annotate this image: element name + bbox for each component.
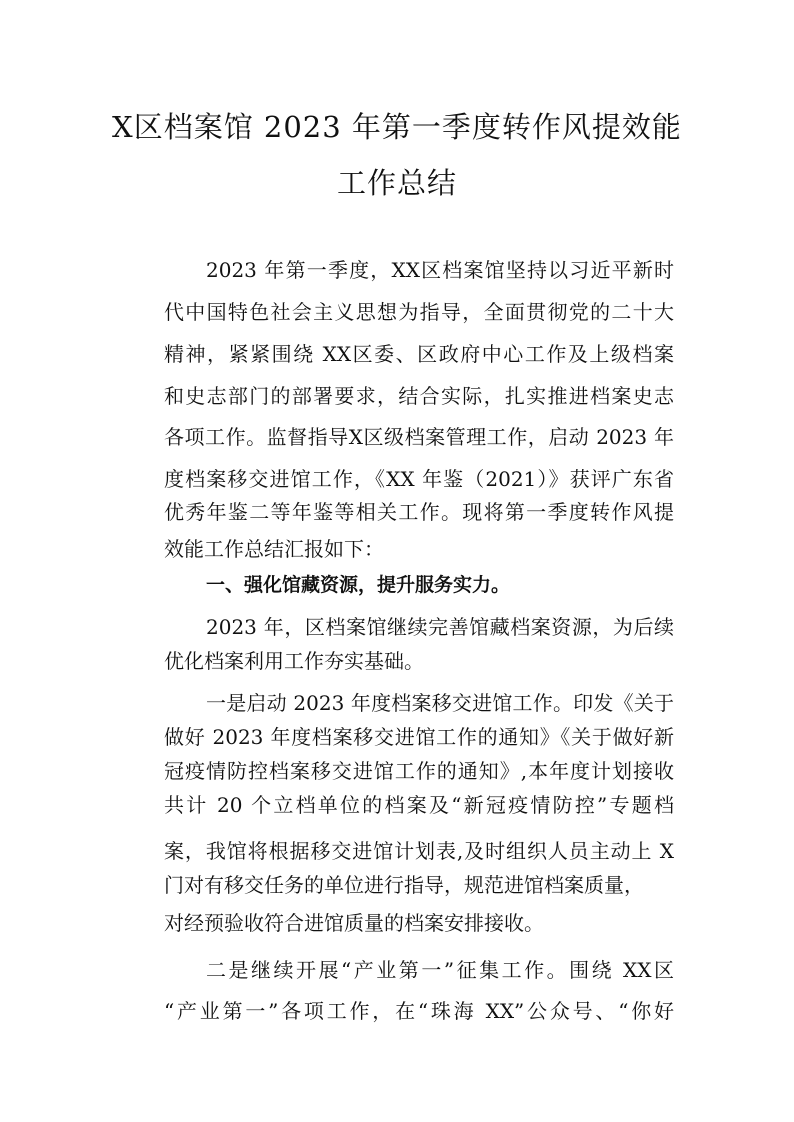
paragraph-3-line-5: 案，我馆将根据移交进馆计划表,及时组织人员主动上 X: [164, 839, 674, 863]
paragraph-1-line-5: 各项工作。监督指导X区级档案管理工作，启动 2023 年: [164, 425, 674, 449]
paragraph-1-line-7: 优秀年鉴二等年鉴等相关工作。现将第一季度转作风提: [164, 500, 674, 524]
section-heading-1: 一、强化馆藏资源，提升服务实力。: [206, 574, 511, 596]
paragraph-4-line-1: 二是继续开展“产业第一”征集工作。围绕 XX区: [206, 958, 674, 982]
paragraph-2-line-1: 2023 年，区档案馆继续完善馆藏档案资源，为后续: [206, 615, 674, 639]
paragraph-3-line-7: 对经预验收符合进馆质量的档案安排接收。: [164, 911, 544, 935]
paragraph-3-line-1: 一是启动 2023 年度档案移交进馆工作。印发《关于: [206, 691, 674, 715]
paragraph-4-line-2: “产业第一”各项工作，在“珠海 XX”公众号、“你好: [164, 999, 674, 1023]
paragraph-3-line-2: 做好 2023 年度档案移交进馆工作的通知》《关于做好新: [164, 725, 674, 749]
paragraph-1-line-8: 效能工作总结汇报如下：: [164, 537, 384, 561]
paragraph-3-line-4: 共计 20 个立档单位的档案及“新冠疫情防控”专题档: [164, 793, 674, 817]
paragraph-1-line-3: 精神，紧紧围绕 XX区委、区政府中心工作及上级档案: [164, 342, 674, 366]
paragraph-3-line-6: 门对有移交任务的单位进行指导，规范进馆档案质量，: [164, 873, 644, 897]
paragraph-1-line-2: 代中国特色社会主义思想为指导，全面贯彻党的二十大: [164, 300, 674, 324]
paragraph-3-line-3: 冠疫情防控档案移交进馆工作的通知》,本年度计划接收: [164, 759, 674, 783]
paragraph-1-line-6: 度档案移交进馆工作，《XX 年鉴（2021）》获评广东省: [164, 467, 674, 491]
paragraph-2-line-2: 优化档案利用工作夯实基础。: [164, 649, 424, 673]
paragraph-1-line-4: 和史志部门的部署要求，结合实际，扎实推进档案史志: [164, 384, 674, 408]
paragraph-1-line-1: 2023 年第一季度，XX区档案馆坚持以习近平新时: [206, 258, 674, 282]
document-title-line-1: X区档案馆 2023 年第一季度转作风提效能: [112, 110, 682, 144]
document-title-line-2: 工作总结: [336, 166, 457, 200]
